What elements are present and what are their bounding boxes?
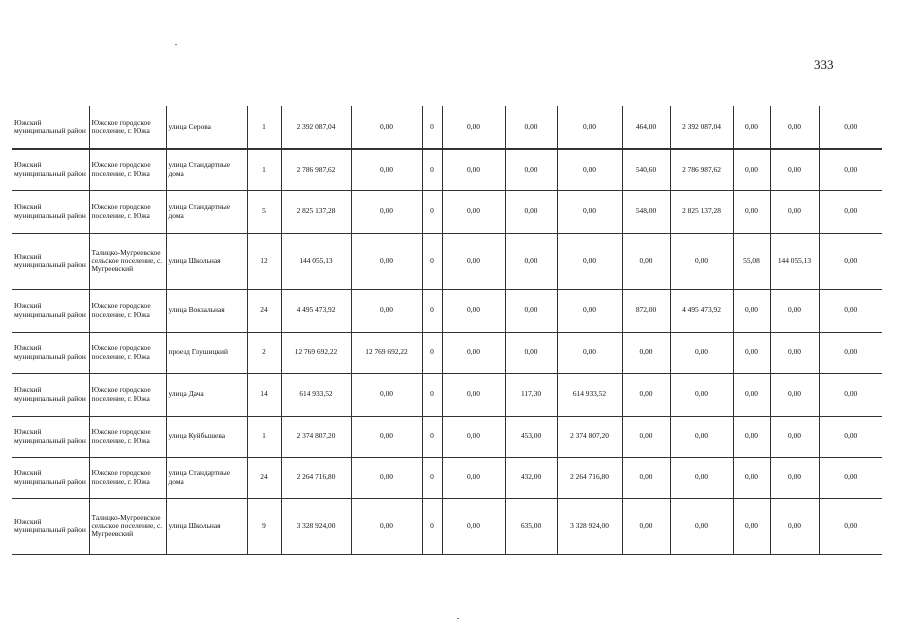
area-cell: 0,00 <box>733 106 770 149</box>
total-cost-cell: 4 495 473,92 <box>281 289 351 332</box>
table-row <box>12 106 882 149</box>
amount-cell: 0,00 <box>770 373 819 416</box>
street-cell: улица Школьная <box>166 233 247 289</box>
amount-cell: 0,00 <box>442 190 505 233</box>
amount-cell: 0,00 <box>442 498 505 554</box>
amount-cell: 2 374 807,20 <box>557 416 622 457</box>
area-cell: 0,00 <box>505 332 557 373</box>
settlement-cell: Южское городское поселение, г. Южа <box>89 289 166 332</box>
amount-cell: 0,00 <box>351 416 422 457</box>
district-cell: Южский муниципальный район <box>12 190 89 233</box>
settlement-cell: Талицко-Мугреевское сельское поселение, с. Мугреевский <box>89 498 166 554</box>
settlement-cell: Южское городское поселение, г. Южа <box>89 416 166 457</box>
area-cell: 0,00 <box>622 416 670 457</box>
house-count-cell: 24 <box>247 289 281 332</box>
amount-cell: 0,00 <box>442 106 505 149</box>
amount-cell: 0,00 <box>351 373 422 416</box>
area-cell: 0,00 <box>622 373 670 416</box>
amount-cell: 4 495 473,92 <box>670 289 733 332</box>
page-number: 333 <box>814 57 834 72</box>
street-cell: улица Школьная <box>166 498 247 554</box>
settlement-cell: Южское городское поселение, г. Южа <box>89 149 166 190</box>
district-cell: Южский муниципальный район <box>12 457 89 498</box>
table-row <box>12 373 882 416</box>
area-cell: 0,00 <box>733 457 770 498</box>
area-cell: 0,00 <box>505 149 557 190</box>
area-cell: 0,00 <box>505 106 557 149</box>
table-body <box>12 106 882 554</box>
district-cell: Южский муниципальный район <box>12 106 89 149</box>
area-cell: 0,00 <box>733 416 770 457</box>
street-cell: улица Дача <box>166 373 247 416</box>
area-cell: 0,00 <box>622 233 670 289</box>
area-cell: 0,00 <box>733 498 770 554</box>
area-cell: 0,00 <box>733 190 770 233</box>
area-cell: 117,30 <box>505 373 557 416</box>
settlement-cell: Южское городское поселение, г. Южа <box>89 332 166 373</box>
house-count-cell: 1 <box>247 149 281 190</box>
amount-cell: 0,00 <box>442 332 505 373</box>
amount-cell: 2 264 716,80 <box>557 457 622 498</box>
amount-cell: 0,00 <box>770 332 819 373</box>
district-cell: Южский муниципальный район <box>12 373 89 416</box>
table-row <box>12 416 882 457</box>
house-count-cell: 1 <box>247 106 281 149</box>
amount-cell: 0,00 <box>819 373 882 416</box>
area-cell: 453,00 <box>505 416 557 457</box>
amount-cell: 0,00 <box>770 289 819 332</box>
house-count-cell: 5 <box>247 190 281 233</box>
amount-cell: 0,00 <box>819 289 882 332</box>
street-cell: улица Серова <box>166 106 247 149</box>
total-cost-cell: 2 392 087,04 <box>281 106 351 149</box>
amount-cell: 0,00 <box>442 457 505 498</box>
total-cost-cell: 2 264 716,80 <box>281 457 351 498</box>
street-cell: улица Вокзальная <box>166 289 247 332</box>
total-cost-cell: 2 825 137,28 <box>281 190 351 233</box>
amount-cell: 0,00 <box>819 332 882 373</box>
area-cell: 635,00 <box>505 498 557 554</box>
housing-table <box>12 106 882 555</box>
count-cell: 0 <box>422 289 442 332</box>
district-cell: Южский муниципальный район <box>12 498 89 554</box>
area-cell: 872,00 <box>622 289 670 332</box>
district-cell: Южский муниципальный район <box>12 233 89 289</box>
amount-cell: 2 825 137,28 <box>670 190 733 233</box>
area-cell: 432,00 <box>505 457 557 498</box>
street-cell: улица Стандартные дома <box>166 149 247 190</box>
amount-cell: 0,00 <box>770 149 819 190</box>
house-count-cell: 1 <box>247 416 281 457</box>
street-cell: улица Куйбышева <box>166 416 247 457</box>
area-cell: 0,00 <box>505 190 557 233</box>
street-cell: улица Стандартные дома <box>166 457 247 498</box>
total-cost-cell: 144 055,13 <box>281 233 351 289</box>
district-cell: Южский муниципальный район <box>12 416 89 457</box>
house-count-cell: 14 <box>247 373 281 416</box>
amount-cell: 0,00 <box>442 416 505 457</box>
house-count-cell: 9 <box>247 498 281 554</box>
settlement-cell: Талицко-Мугреевское сельское поселение, с. Мугреевский <box>89 233 166 289</box>
amount-cell: 0,00 <box>442 289 505 332</box>
total-cost-cell: 2 374 807,20 <box>281 416 351 457</box>
amount-cell: 0,00 <box>819 233 882 289</box>
amount-cell: 0,00 <box>351 190 422 233</box>
street-cell: улица Стандартные дома <box>166 190 247 233</box>
amount-cell: 0,00 <box>442 149 505 190</box>
area-cell: 540,60 <box>622 149 670 190</box>
settlement-cell: Южское городское поселение, г. Южа <box>89 106 166 149</box>
settlement-cell: Южское городское поселение, г. Южа <box>89 373 166 416</box>
table-row <box>12 233 882 289</box>
area-cell: 0,00 <box>733 149 770 190</box>
district-cell: Южский муниципальный район <box>12 149 89 190</box>
area-cell: 0,00 <box>622 498 670 554</box>
count-cell: 0 <box>422 373 442 416</box>
count-cell: 0 <box>422 416 442 457</box>
street-cell: проезд Глушицкий <box>166 332 247 373</box>
amount-cell: 0,00 <box>670 457 733 498</box>
count-cell: 0 <box>422 498 442 554</box>
amount-cell: 0,00 <box>351 106 422 149</box>
amount-cell: 0,00 <box>770 106 819 149</box>
area-cell: 0,00 <box>733 373 770 416</box>
district-cell: Южский муниципальный район <box>12 332 89 373</box>
amount-cell: 0,00 <box>670 373 733 416</box>
amount-cell: 0,00 <box>351 233 422 289</box>
area-cell: 55,08 <box>733 233 770 289</box>
amount-cell: 0,00 <box>351 457 422 498</box>
amount-cell: 0,00 <box>351 498 422 554</box>
amount-cell: 0,00 <box>819 106 882 149</box>
area-cell: 0,00 <box>622 332 670 373</box>
amount-cell: 0,00 <box>557 332 622 373</box>
total-cost-cell: 3 328 924,00 <box>281 498 351 554</box>
amount-cell: 0,00 <box>557 149 622 190</box>
count-cell: 0 <box>422 149 442 190</box>
table-row <box>12 149 882 190</box>
amount-cell: 2 392 087,04 <box>670 106 733 149</box>
amount-cell: 0,00 <box>442 373 505 416</box>
amount-cell: 0,00 <box>351 149 422 190</box>
count-cell: 0 <box>422 457 442 498</box>
count-cell: 0 <box>422 190 442 233</box>
house-count-cell: 24 <box>247 457 281 498</box>
amount-cell: 144 055,13 <box>770 233 819 289</box>
table-row <box>12 457 882 498</box>
amount-cell: 614 933,52 <box>557 373 622 416</box>
house-count-cell: 12 <box>247 233 281 289</box>
house-count-cell: 2 <box>247 332 281 373</box>
scan-speck <box>457 618 459 619</box>
amount-cell: 0,00 <box>819 457 882 498</box>
area-cell: 0,00 <box>505 233 557 289</box>
amount-cell: 0,00 <box>670 332 733 373</box>
table-row <box>12 498 882 554</box>
amount-cell: 0,00 <box>670 233 733 289</box>
area-cell: 0,00 <box>733 289 770 332</box>
amount-cell: 0,00 <box>670 498 733 554</box>
count-cell: 0 <box>422 106 442 149</box>
amount-cell: 0,00 <box>770 190 819 233</box>
area-cell: 0,00 <box>505 289 557 332</box>
area-cell: 548,00 <box>622 190 670 233</box>
amount-cell: 3 328 924,00 <box>557 498 622 554</box>
amount-cell: 0,00 <box>819 149 882 190</box>
area-cell: 0,00 <box>733 332 770 373</box>
scan-speck <box>175 44 177 45</box>
amount-cell: 0,00 <box>770 416 819 457</box>
amount-cell: 0,00 <box>819 498 882 554</box>
total-cost-cell: 12 769 692,22 <box>281 332 351 373</box>
settlement-cell: Южское городское поселение, г. Южа <box>89 457 166 498</box>
amount-cell: 0,00 <box>819 190 882 233</box>
count-cell: 0 <box>422 332 442 373</box>
amount-cell: 12 769 692,22 <box>351 332 422 373</box>
total-cost-cell: 614 933,52 <box>281 373 351 416</box>
area-cell: 0,00 <box>622 457 670 498</box>
amount-cell: 0,00 <box>770 457 819 498</box>
district-cell: Южский муниципальный район <box>12 289 89 332</box>
amount-cell: 0,00 <box>819 416 882 457</box>
amount-cell: 0,00 <box>670 416 733 457</box>
table-row <box>12 332 882 373</box>
table-row <box>12 289 882 332</box>
amount-cell: 2 786 987,62 <box>670 149 733 190</box>
amount-cell: 0,00 <box>557 233 622 289</box>
table-row <box>12 190 882 233</box>
amount-cell: 0,00 <box>770 498 819 554</box>
amount-cell: 0,00 <box>557 190 622 233</box>
amount-cell: 0,00 <box>557 106 622 149</box>
settlement-cell: Южское городское поселение, г. Южа <box>89 190 166 233</box>
amount-cell: 0,00 <box>442 233 505 289</box>
amount-cell: 0,00 <box>557 289 622 332</box>
area-cell: 464,00 <box>622 106 670 149</box>
amount-cell: 0,00 <box>351 289 422 332</box>
count-cell: 0 <box>422 233 442 289</box>
total-cost-cell: 2 786 987,62 <box>281 149 351 190</box>
